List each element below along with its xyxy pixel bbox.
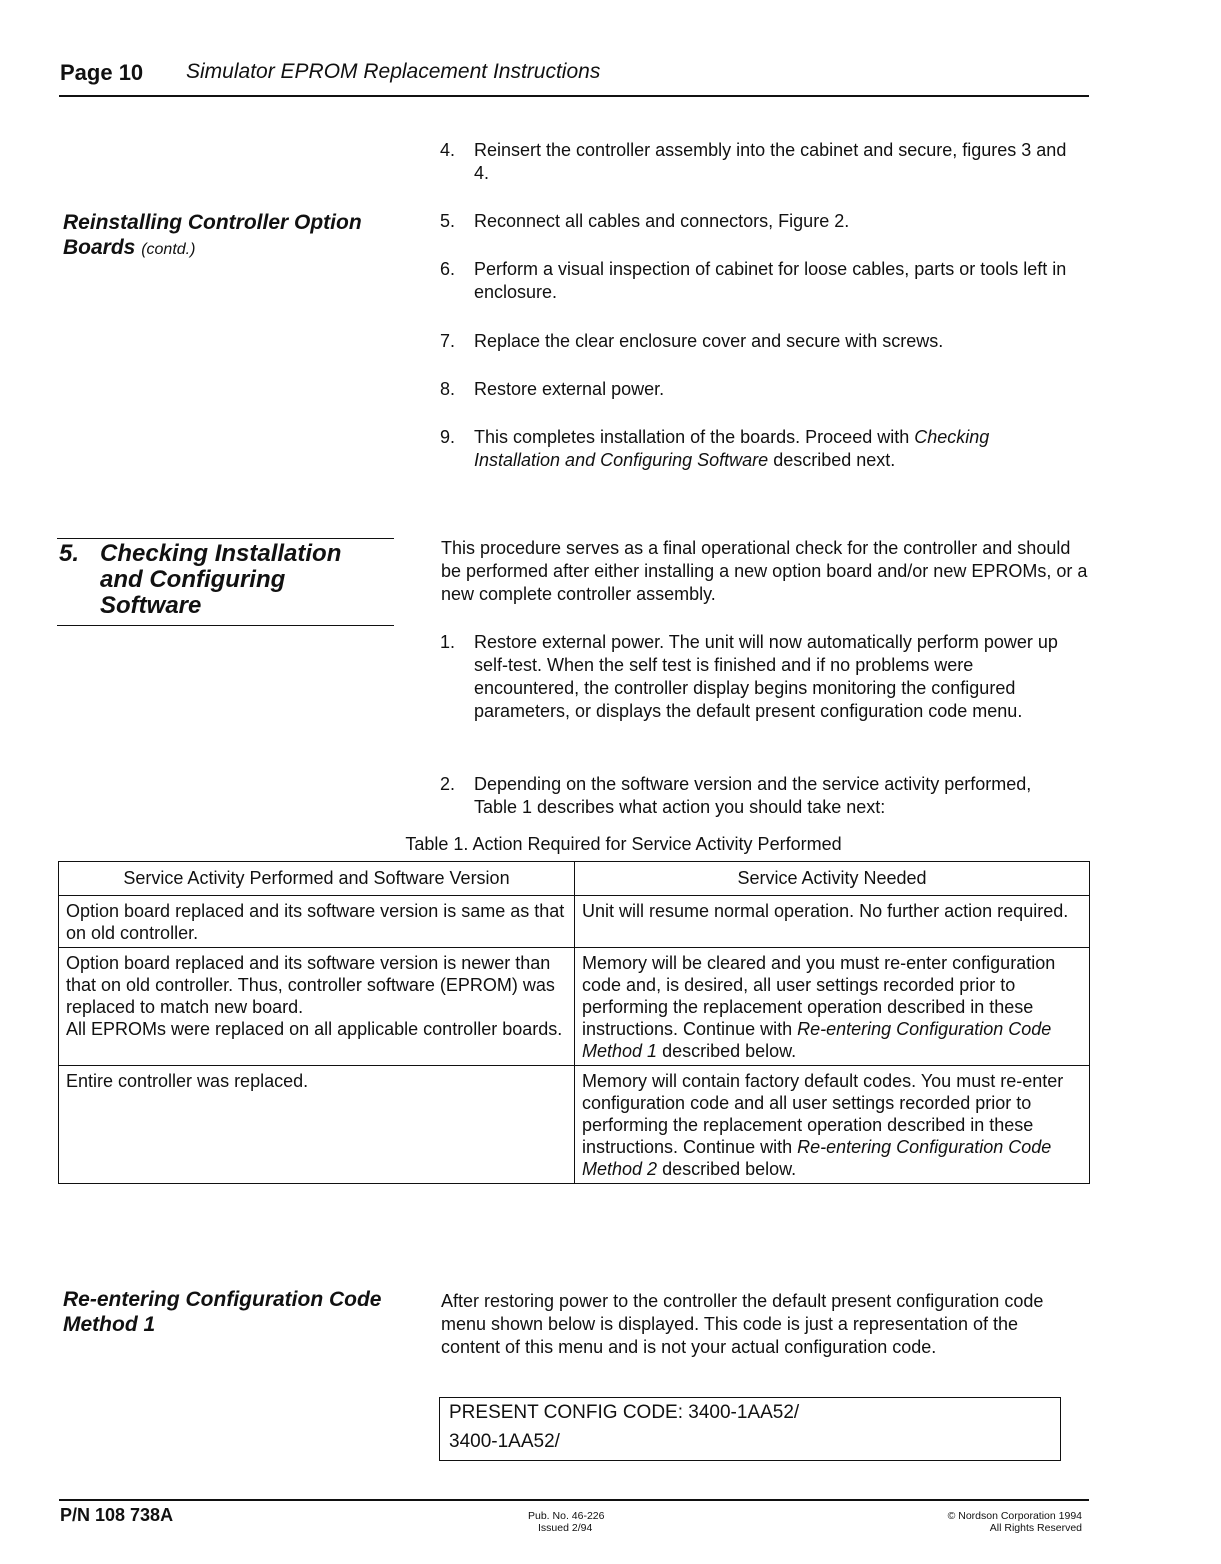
step-number: 6.	[440, 259, 456, 279]
cross-reference: Re-entering Configuration Code Method 1	[582, 1019, 1052, 1061]
step-text: Restore external power.	[474, 379, 665, 399]
needed-cell: Unit will resume normal operation. No further action required.	[575, 896, 1090, 948]
table-row	[59, 896, 1090, 948]
section-5-heading: Checking Installation and Configuring Software	[100, 540, 342, 619]
table-caption: Table 1. Action Required for Service Activity Performed	[405, 834, 842, 854]
needed-cell: Memory will be cleared and you must re-enter configuration code and, is desired, all user settings recorded prior to performing the replacement operation described in these instructions. Continue with Re-entering Configuration Code Method 1 described below.	[575, 948, 1090, 1066]
step-9	[440, 426, 1090, 472]
step-text: Restore external power. The unit will now automatically perform power up self-test. When the self test is finished and if no problems were encountered, the controller display begins monitoring the configured parameters, or displays the default present configuration code menu.	[474, 632, 1058, 721]
step-number: 5.	[440, 211, 456, 231]
step-number: 2.	[440, 774, 456, 794]
step-text: Depending on the software version and the service activity performed, Table 1 describes what action you should take next:	[474, 774, 1032, 817]
section-5-heading-box	[57, 538, 394, 626]
reinstall-heading-text: Reinstalling Controller Option Boards	[63, 211, 362, 259]
step-4	[440, 139, 1090, 185]
section-number: 5.	[59, 540, 80, 567]
section-5-step-2	[440, 773, 1090, 819]
needed-cell: Memory will contain factory default codes. You must re-enter configuration code and all user settings recorded prior to performing the replacement operation described in these instructions. Continue with Re-entering Configuration Code Method 2 described below.	[575, 1066, 1090, 1184]
step-text: Replace the clear enclosure cover and secure with screws.	[474, 331, 944, 351]
step-text: Reinsert the controller assembly into the cabinet and secure, figures 3 and 4.	[474, 140, 1067, 183]
service-activity-table	[58, 861, 1090, 1184]
table-header-row	[59, 862, 1090, 896]
contd-label: (contd.)	[141, 241, 196, 258]
rights-line: All Rights Reserved	[989, 1522, 1082, 1534]
step-6	[440, 258, 1090, 304]
section-5-step-1	[440, 631, 1090, 723]
column-header: Service Activity Needed	[575, 862, 1090, 896]
step-number: 1.	[440, 632, 456, 652]
activity-cell: Option board replaced and its software version is same as that on old controller.	[59, 896, 575, 948]
config-display-line-1: PRESENT CONFIG CODE: 3400-1AA52/	[449, 1402, 800, 1423]
table-row	[59, 948, 1090, 1066]
footer-rule	[59, 1499, 1089, 1501]
reenter-body: After restoring power to the controller the default present configuration code menu shown below is displayed. This code is just a representation of the content of this menu and is not your actual configuration code.	[441, 1291, 1044, 1357]
cross-reference: Checking Installation and Configuring Software	[474, 427, 990, 470]
step-text: Reconnect all cables and connectors, Figure 2.	[474, 211, 850, 231]
step-text: Perform a visual inspection of cabinet for loose cables, parts or tools left in enclosure.	[474, 259, 1067, 302]
header-rule	[59, 95, 1089, 97]
document-title: Simulator EPROM Replacement Instructions	[186, 60, 601, 83]
step-8	[440, 378, 1090, 401]
column-header: Service Activity Performed and Software Version	[59, 862, 575, 896]
step-text: This completes installation of the boards. Proceed with Checking Installation and Configuring Software described next.	[474, 427, 990, 470]
step-5	[440, 210, 1090, 233]
config-display-box	[439, 1397, 1061, 1461]
reinstall-heading	[63, 210, 393, 262]
part-number: P/N 108 738A	[60, 1505, 174, 1525]
config-display-line-2: 3400-1AA52/	[449, 1431, 560, 1452]
issue-date: Issued 2/94	[538, 1522, 593, 1534]
step-number: 8.	[440, 379, 456, 399]
activity-cell: Entire controller was replaced.	[59, 1066, 575, 1184]
copyright-line: © Nordson Corporation 1994	[947, 1510, 1082, 1522]
page-number: Page 10	[60, 60, 144, 85]
step-number: 4.	[440, 140, 456, 160]
step-number: 9.	[440, 427, 456, 447]
cross-reference: Re-entering Configuration Code Method 2	[582, 1137, 1052, 1179]
section-5-intro: This procedure serves as a final operational check for the controller and should be performed after either installing a new option board and/or new EPROMs, or a new complete controller assembly.	[441, 538, 1088, 604]
publication-info	[528, 1510, 604, 1534]
activity-cell: Option board replaced and its software version is newer than that on old controller. Thus, controller software (EPROM) was replaced to match new board. All EPROMs were replaced on all applicable controller boards.	[59, 948, 575, 1066]
reenter-heading: Re-entering Configuration Code Method 1	[63, 1288, 382, 1336]
step-number: 7.	[440, 331, 456, 351]
table-row	[59, 1066, 1090, 1184]
pub-number: Pub. No. 46-226	[528, 1510, 605, 1522]
copyright-info	[860, 1510, 1082, 1534]
step-7	[440, 330, 1090, 353]
